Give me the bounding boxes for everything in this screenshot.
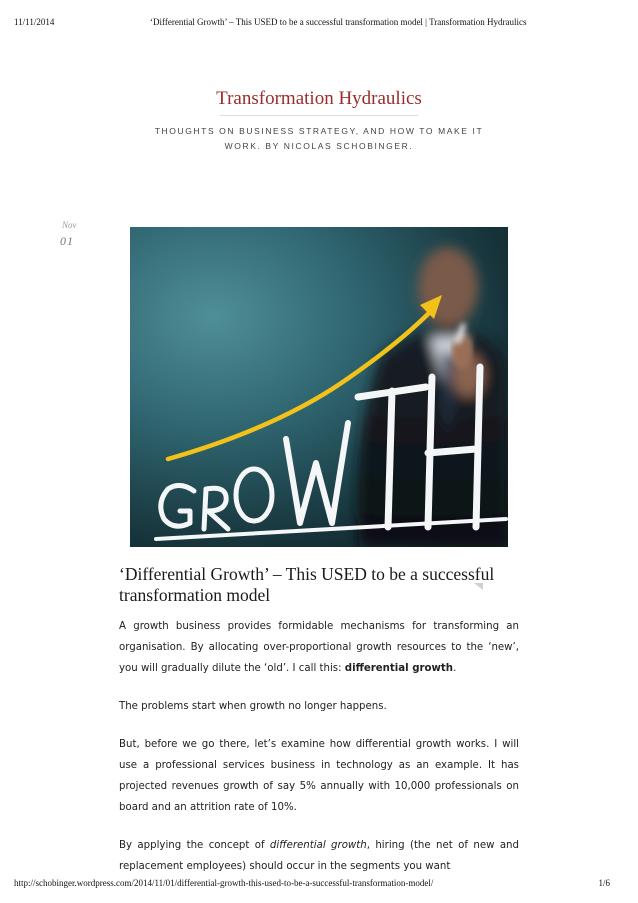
title-divider [220,115,418,116]
paragraph [119,616,519,679]
italic-term: differential growth [269,840,367,851]
paragraph: The problems start when growth no longer happens. [119,701,387,712]
post-body [119,616,519,894]
print-header [0,17,638,29]
paragraph [119,835,519,877]
paragraph: But, before we go there, let’s examine how differential growth works. I will use a professional services business in technology as an example. It has projected revenues growth of say 5% annually with 10,000 professionals on board and an attrition rate of 10%. [119,739,519,813]
print-footer [0,878,638,890]
print-date: 11/11/2014 [14,17,55,27]
featured-image [130,227,508,547]
paragraph-text: A growth business provides formidable mechanisms for transforming an organisation. By allocating over-proportional growth resources to the ‘new’, you will gradually dilute the ‘old’. I call this: [119,621,519,674]
paragraph-text: By applying the concept of [119,840,270,851]
growth-illustration [130,227,508,547]
print-url[interactable]: http://schobinger.wordpress.com/2014/11/01/differential-growth-this-used-to-be-a-successful-transformation-model/ [14,878,434,888]
site-title[interactable]: Transformation Hydraulics [216,88,422,109]
corner-fold-icon [474,583,483,590]
print-document-title: ‘Differential Growth’ – This USED to be a successful transformation model | Transformation Hydraulics [150,17,527,27]
page-number: 1/6 [598,878,610,888]
paragraph-text: , hiring (the net of new and replacement employees) should occur in the segments you want [119,840,519,872]
bold-term: differential growth [344,663,454,674]
paragraph-text: . [453,663,457,674]
site-tagline: THOUGHTS ON BUSINESS STRATEGY, AND HOW TO MAKE IT WORK. BY NICOLAS SCHOBINGER. [154,126,484,151]
post-date-month: Nov [62,220,77,230]
post-date-day: 01 [60,234,74,248]
post-date [60,220,90,249]
post-title[interactable]: ‘Differential Growth’ – This USED to be a successful transformation model [119,564,495,605]
